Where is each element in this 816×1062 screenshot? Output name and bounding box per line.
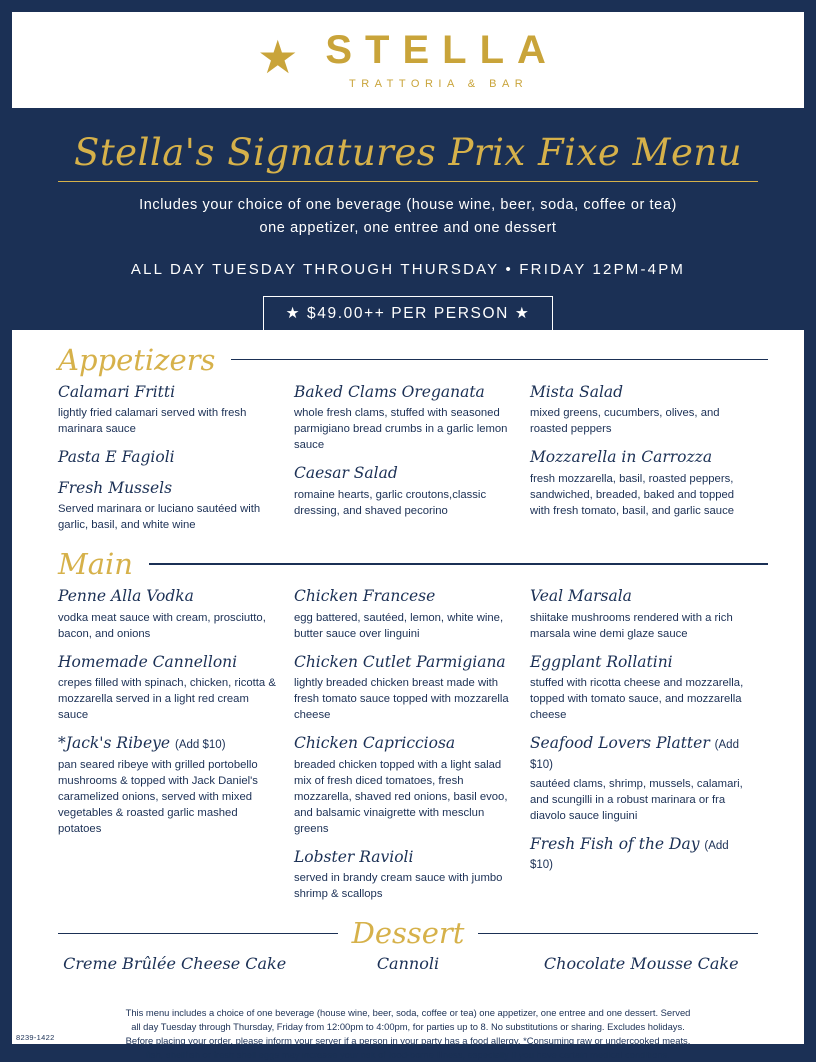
menu-item-desc: lightly fried calamari served with fresh marinara sauce <box>58 407 247 436</box>
section-title-dessert: Dessert <box>351 916 465 951</box>
menu-item-name: Baked Clams Oreganata <box>293 383 485 401</box>
menu-item-desc: mixed greens, cucumbers, olives, and roasted peppers <box>529 407 720 436</box>
section-divider <box>231 359 768 361</box>
page-title: Stella's Signatures Prix Fixe Menu <box>73 131 743 174</box>
menu-item <box>58 479 276 533</box>
menu-item <box>294 734 512 837</box>
menu-item-name: Mista Salad <box>529 383 624 401</box>
menu-item-name: Pasta E Fagioli <box>58 448 175 467</box>
menu-item-name: Creme Brûlée Cheese Cake <box>63 954 287 974</box>
menu-item-name: Seafood Lovers Platter <box>529 734 710 753</box>
menu-item <box>530 653 748 723</box>
section-divider-right <box>478 933 758 935</box>
menu-item-name: Homemade Cannelloni <box>58 652 238 671</box>
menu-item <box>530 734 748 824</box>
menu-item-desc: shiitake mushrooms rendered with a rich marsala wine demi glaze sauce <box>529 611 733 640</box>
menu-item-name: Chocolate Mousse Cake <box>543 954 739 974</box>
menu-item-name: Chicken Francese <box>293 587 436 606</box>
menu-item-desc: breaded chicken topped with a light salad mix of fresh diced tomatoes, fresh mozzarella, shaved red onions, basil evoo, and balsamic vinaigrette with mesclun greens <box>293 758 508 835</box>
footer-line-4: fish, shellfish or fresh shell eggs may increase your risk of food-borne illness, especially if you have certain medical conditions. <box>146 1049 670 1061</box>
title-underline <box>58 181 758 182</box>
menu-item-name: *Jack's Ribeye <box>58 734 171 753</box>
menu-item <box>294 587 512 641</box>
section-divider-left <box>58 933 338 935</box>
section-header-appetizers <box>12 343 804 377</box>
menu-item-name: Caesar Salad <box>293 464 398 483</box>
menu-item <box>294 848 512 902</box>
menu-panel <box>12 330 804 1030</box>
main-column-3 <box>530 587 766 913</box>
main-column-2 <box>294 587 530 913</box>
menu-item <box>530 448 748 518</box>
menu-item-surcharge: (Add $10) <box>175 739 226 752</box>
menu-item-name: Veal Marsala <box>529 587 632 606</box>
appetizers-columns <box>12 383 804 544</box>
menu-item <box>58 448 276 467</box>
menu-item-desc: pan seared ribeye with grilled portobello mushrooms & topped with Jack Daniel's caramelized onions, served with mixed vegetables & roasted garlic mashed potatoes <box>58 758 258 835</box>
menu-item <box>58 587 276 641</box>
section-divider <box>149 563 768 565</box>
menu-item-name: Eggplant Rollatini <box>529 652 673 671</box>
menu-item-desc: served in brandy cream sauce with jumbo shrimp & scallops <box>293 872 503 901</box>
menu-item-name-group <box>530 835 748 874</box>
menu-item-desc: fresh mozzarella, basil, roasted peppers, sandwiched, breaded, baked and topped with fresh tomato, basil, and garlic sauce <box>529 472 735 517</box>
document-code: 8239-1422 <box>16 1033 55 1042</box>
menu-item <box>294 653 512 723</box>
menu-item <box>530 587 748 641</box>
brand-name: STELLA <box>325 28 559 72</box>
main-column-1 <box>58 587 294 913</box>
section-header-main <box>12 547 804 582</box>
appetizers-column-3 <box>530 383 766 544</box>
footer-line-1: This menu includes a choice of one beverage (house wine, beer, soda, coffee or tea) one appetizer, one entree and one dessert. Served <box>125 1007 691 1018</box>
menu-item-name: Fresh Mussels <box>58 478 173 497</box>
menu-item-desc: egg battered, sautéed, lemon, white wine, butter sauce over linguini <box>293 611 504 640</box>
menu-item-desc: sautéed clams, shrimp, mussels, calamari, and scungilli in a robust marinara or fra diavolo sauce linguini <box>529 777 743 822</box>
menu-item-name: Lobster Ravioli <box>293 847 414 866</box>
price-badge: ★ $49.00++ PER PERSON ★ <box>263 296 554 332</box>
menu-item-desc: Served marinara or luciano sautéed with garlic, basil, and white wine <box>58 503 261 532</box>
menu-item <box>58 653 276 723</box>
menu-item-name-group <box>58 734 276 753</box>
menu-item-name: Cannoli <box>376 954 440 974</box>
menu-item-name: Fresh Fish of the Day <box>529 835 700 853</box>
menu-item <box>530 835 748 874</box>
menu-item-surcharge: (Add $10) <box>529 840 729 872</box>
hero-availability: ALL DAY TUESDAY THROUGH THURSDAY • FRIDAY 12PM-4PM <box>130 261 686 279</box>
menu-item <box>294 464 512 518</box>
menu-item <box>530 383 748 437</box>
menu-item-name: Calamari Fritti <box>58 383 176 401</box>
menu-item-name: Penne Alla Vodka <box>58 587 194 606</box>
menu-item <box>294 383 512 453</box>
logo-band <box>12 12 804 108</box>
menu-item-desc: vodka meat sauce with cream, prosciutto, bacon, and onions <box>58 611 266 640</box>
main-columns <box>12 587 804 913</box>
menu-item <box>58 734 276 837</box>
menu-item-surcharge: (Add $10) <box>529 739 739 771</box>
brand-logo <box>257 30 559 90</box>
section-title-main: Main <box>58 547 133 582</box>
star-icon: ★ <box>257 31 299 83</box>
hero-section <box>12 115 804 323</box>
menu-item <box>58 383 276 437</box>
footer-disclaimer <box>12 1006 804 1062</box>
menu-item-desc: whole fresh clams, stuffed with seasoned parmigiano bread crumbs in a garlic lemon sauce <box>293 407 508 452</box>
dessert-items <box>12 948 804 973</box>
menu-item-name: Chicken Cutlet Parmigiana <box>293 652 506 671</box>
menu-item-desc: stuffed with ricotta cheese and mozzarella, topped with tomato sauce, and mozzarella cheese <box>529 677 744 722</box>
section-title-appetizers: Appetizers <box>58 343 216 377</box>
menu-item-desc: romaine hearts, garlic croutons,classic dressing, and shaved pecorino <box>293 488 487 517</box>
menu-item-desc: lightly breaded chicken breast made with fresh tomato sauce topped with mozzarella cheese <box>293 677 509 722</box>
appetizers-column-1 <box>58 383 294 544</box>
hero-subtitle-line-1: Includes your choice of one beverage (house wine, beer, soda, coffee or tea) <box>139 197 677 214</box>
footer-line-2: all day Tuesday through Thursday, Friday from 12:00pm to 4:00pm, for parties up to 8. No substitutions or sharing. Excludes holidays. <box>131 1021 685 1033</box>
section-header-dessert <box>12 916 804 951</box>
footer-line-3: Before placing your order, please inform your server if a person in your party has a food allergy. *Consuming raw or undercooked meats, <box>125 1035 691 1047</box>
hero-subtitle-line-2: one appetizer, one entree and one dessert <box>259 219 557 236</box>
brand-tagline: TRATTORIA & BAR <box>348 78 529 90</box>
menu-item-desc: crepes filled with spinach, chicken, ricotta & mozzarella served in a light red cream sauce <box>58 677 276 722</box>
menu-item-name: Mozzarella in Carrozza <box>529 448 713 467</box>
menu-item-name: Chicken Capricciosa <box>293 734 456 753</box>
brand-text <box>312 30 559 90</box>
menu-item-name-group <box>530 734 748 773</box>
appetizers-column-2 <box>294 383 530 544</box>
